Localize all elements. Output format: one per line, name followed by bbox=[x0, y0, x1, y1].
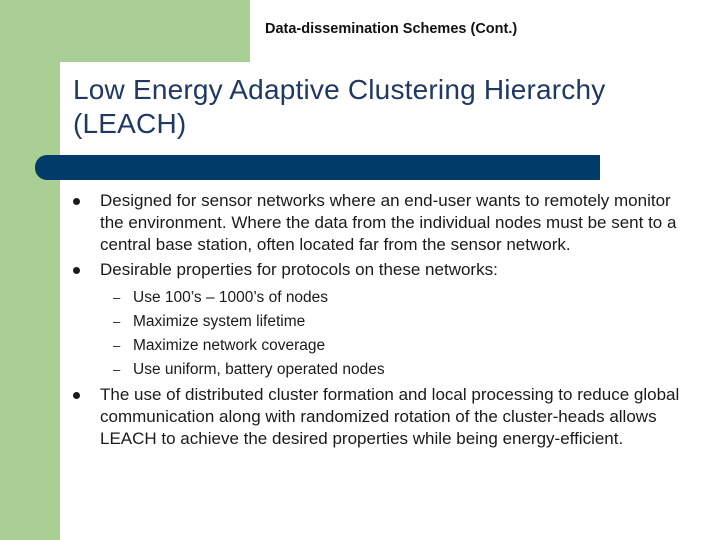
bullet-text: Desirable properties for protocols on these networks: bbox=[100, 260, 498, 279]
bullet-dot-icon bbox=[73, 198, 80, 205]
sub-bullet-item bbox=[73, 286, 698, 310]
slide-content bbox=[73, 190, 698, 450]
bullet-item bbox=[73, 384, 698, 450]
dash-icon: – bbox=[113, 314, 121, 329]
slide-header: Data-dissemination Schemes (Cont.) bbox=[265, 21, 518, 37]
sub-bullet-text: Maximize system lifetime bbox=[133, 313, 306, 330]
slide-title: Low Energy Adaptive Clustering Hierarchy (LEACH) bbox=[73, 74, 606, 139]
bullet-item bbox=[73, 259, 698, 281]
sub-bullet-list bbox=[73, 286, 698, 382]
bullet-text: Designed for sensor networks where an end-user wants to remotely monitor the environment. Where the data from the individual nodes must be sent to a central base station, often located far from the sensor network. bbox=[100, 191, 677, 254]
sub-bullet-text: Maximize network coverage bbox=[133, 337, 326, 354]
bullet-dot-icon bbox=[73, 392, 80, 399]
top-decorative-band bbox=[0, 0, 250, 62]
sub-bullet-item bbox=[73, 334, 698, 358]
sub-bullet-item bbox=[73, 310, 698, 334]
dash-icon: – bbox=[113, 362, 121, 377]
sub-bullet-item bbox=[73, 358, 698, 382]
bullet-text: The use of distributed cluster formation and local processing to reduce global communication along with randomized rotation of the cluster-heads allows LEACH to achieve the desired properties while being energy-efficient. bbox=[100, 385, 680, 448]
dash-icon: – bbox=[113, 338, 121, 353]
dash-icon: – bbox=[113, 290, 121, 305]
title-divider-bar bbox=[35, 155, 600, 180]
bullet-dot-icon bbox=[73, 267, 80, 274]
bullet-item bbox=[73, 190, 698, 256]
sub-bullet-text: Use uniform, battery operated nodes bbox=[133, 361, 385, 378]
left-decorative-band bbox=[0, 0, 60, 540]
sub-bullet-text: Use 100’s – 1000’s of nodes bbox=[133, 289, 329, 306]
